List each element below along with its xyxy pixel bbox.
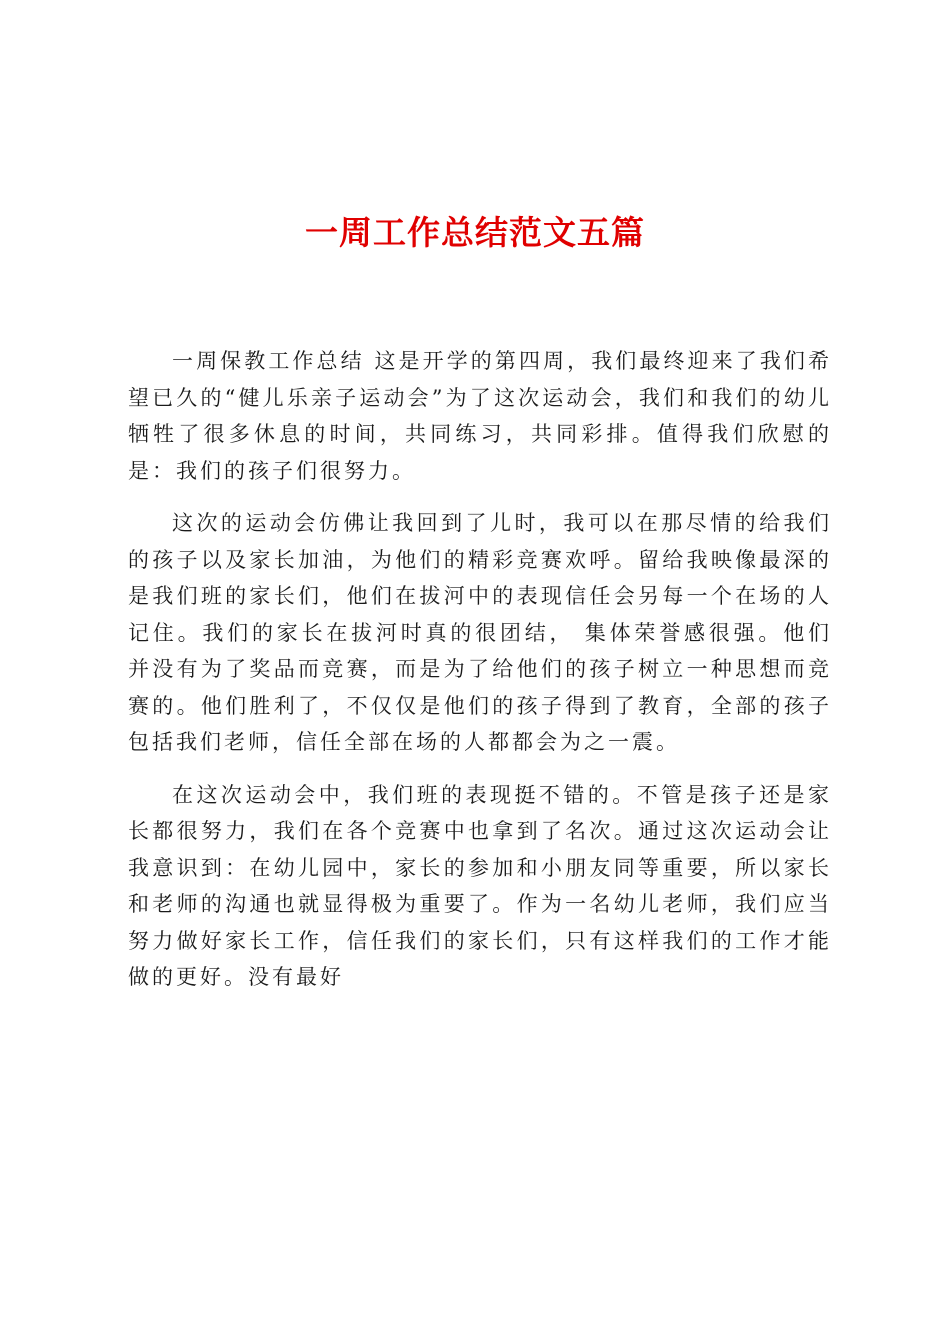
document-body [128, 343, 832, 1012]
document-title: 一周工作总结范文五篇 [305, 213, 645, 252]
paragraph-2: 这次的运动会仿佛让我回到了儿时，我可以在那尽情的给我们的孩子以及家长加油，为他们的精彩竞赛欢呼。留给我映像最深的是我们班的家长们，他们在拔河中的表现信任会另每一个在场的人记住。我们的家长在拔河时真的很团结， 集体荣誉感很强。他们并没有为了奖品而竞赛，而是为了给他们的孩子树立一种思想而竞赛的。他们胜利了，不仅仅是他们的孩子得到了教育，全部的孩子包括我们老师，信任全部在场的人都都会为之一震。 [128, 511, 832, 754]
paragraph-1: 一周保教工作总结 这是开学的第四周，我们最终迎来了我们希望已久的“健儿乐亲子运动会”为了这次运动会，我们和我们的幼儿牺牲了很多休息的时间，共同练习，共同彩排。值得我们欣慰的是：我们的孩子们很努力。 [128, 349, 832, 483]
paragraph-3: 在这次运动会中，我们班的表现挺不错的。不管是孩子还是家长都很努力，我们在各个竞赛中也拿到了名次。通过这次运动会让我意识到：在幼儿园中，家长的参加和小朋友同等重要，所以家长和老师的沟通也就显得极为重要了。作为一名幼儿老师，我们应当努力做好家长工作，信任我们的家长们，只有这样我们的工作才能做的更好。没有最好 [128, 782, 832, 989]
